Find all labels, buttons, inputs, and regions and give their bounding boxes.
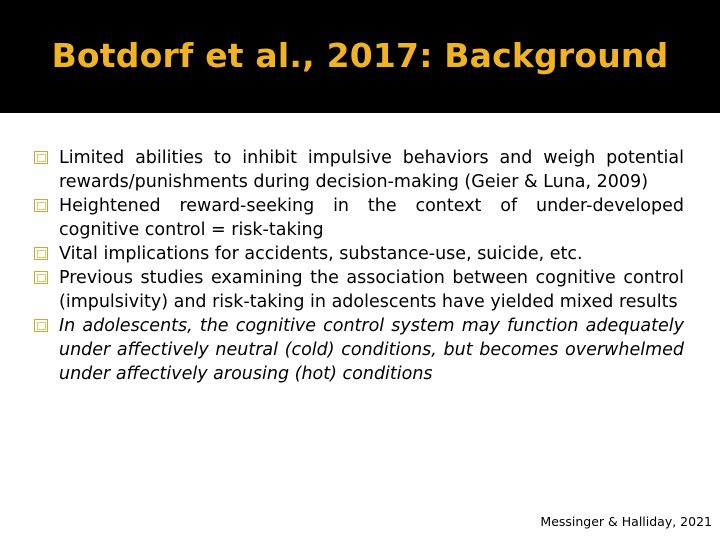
square-bullet-icon (34, 247, 48, 260)
square-bullet-icon (34, 271, 48, 284)
bullet-text: Limited abilities to inhibit impulsive behaviors and weigh potential rewards/punishments during decision-making (Geier & Luna, 2009) (59, 148, 684, 192)
square-bullet-icon (34, 151, 48, 164)
citation: Messinger & Halliday, 2021 (540, 514, 712, 529)
bullet-item (34, 266, 684, 314)
title-bar (0, 0, 720, 113)
square-bullet-icon (34, 319, 48, 332)
slide-title: Botdorf et al., 2017: Background (51, 36, 669, 75)
bullet-text: Previous studies examining the association between cognitive control (impulsivity) and risk-taking in adolescents have yielded mixed results (59, 268, 684, 312)
bullet-text: In adolescents, the cognitive control system may function adequately under affectively neutral (cold) conditions, but becomes overwhelmed under affectively arousing (hot) conditions (59, 316, 684, 384)
bullet-text: Heightened reward-seeking in the context of under-developed cognitive control = risk-taking (59, 196, 684, 240)
bullet-item (34, 242, 684, 266)
bullet-item (34, 146, 684, 194)
bullet-text: Vital implications for accidents, substance-use, suicide, etc. (59, 244, 583, 264)
bullet-item (34, 314, 684, 386)
square-bullet-icon (34, 199, 48, 212)
bullet-list (34, 146, 684, 386)
bullet-item (34, 194, 684, 242)
